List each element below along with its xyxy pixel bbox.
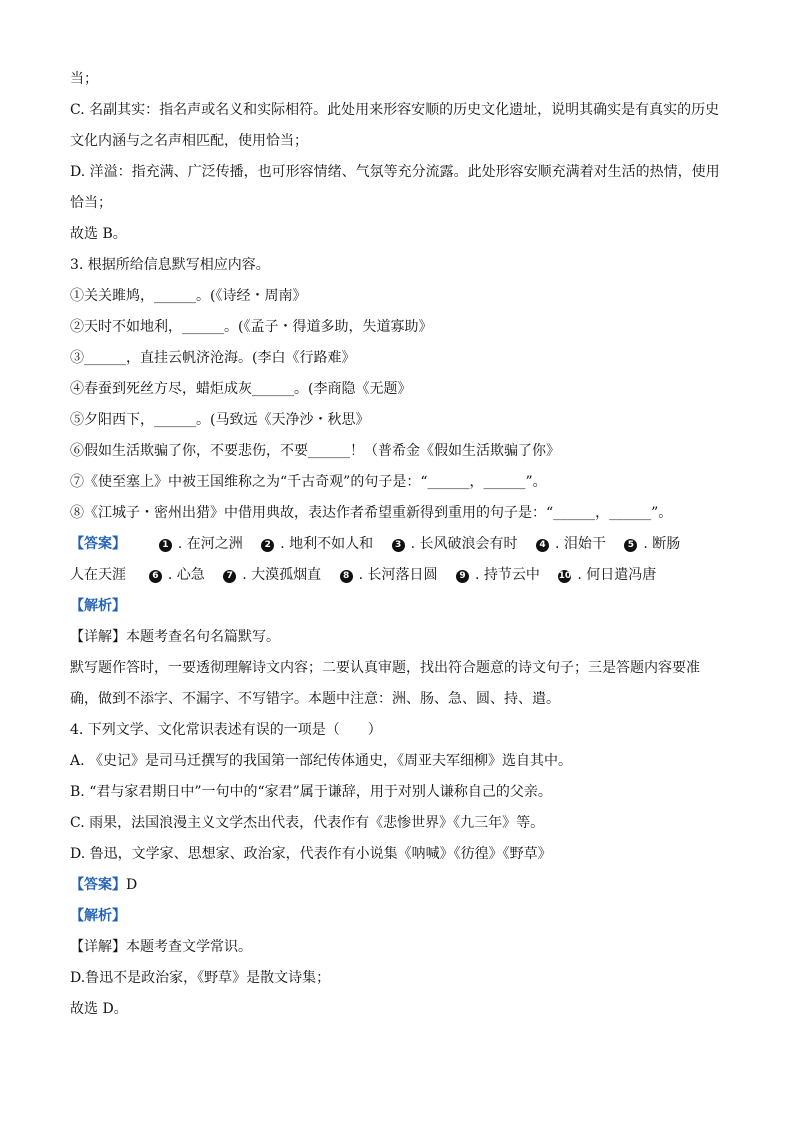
answer-item: 4 . 泪始干 xyxy=(536,536,606,552)
answer-number: 4 xyxy=(536,539,549,552)
analysis-tag: 【解析】 xyxy=(70,598,126,614)
text-line: 恰当； xyxy=(70,195,112,211)
question-3-item: ⑥假如生活欺骗了你，不要悲伤，不要______！（普希金《假如生活欺骗了你》 xyxy=(70,443,560,459)
answer-item: 7 . 大漠孤烟直 xyxy=(223,567,321,583)
answer-number: 2 xyxy=(261,539,274,552)
answer-number: 3 xyxy=(392,539,405,552)
answer-item: 10 . 何日遣冯唐 xyxy=(558,567,657,583)
detail-line: 【详解】本题考查文学常识。 xyxy=(70,939,252,955)
question-4-option: B. “君与家君期日中”一句中的“家君”属于谦辞，用于对别人谦称自己的父亲。 xyxy=(70,784,552,800)
detail-line: 默写题作答时，一要透彻理解诗文内容；二要认真审题，找出符合题意的诗文句子；三是答题内容要准 xyxy=(70,660,700,676)
answer-number: 9 xyxy=(456,570,469,583)
answer-number: 7 xyxy=(223,570,236,583)
answer-number: 10 xyxy=(558,571,572,581)
question-4-title: 4. 下列文学、文化常识表述有误的一项是（ ） xyxy=(70,722,382,738)
q4-answer-row xyxy=(70,870,724,901)
question-4-option: A. 《史记》是司马迁撰写的我国第一部纪传体通史，《周亚夫军细柳》选自其中。 xyxy=(70,753,573,769)
analysis-tag: 【解析】 xyxy=(70,908,126,924)
answer-tag: 【答案】 xyxy=(70,536,126,552)
question-3-item: ③______，直挂云帆济沧海。(李白《行路难》 xyxy=(70,350,356,366)
detail-line: 确，做到不添字、不漏字、不写错字。本题中注意：洲、肠、急、圆、持、遣。 xyxy=(70,691,560,707)
answer-number: 5 xyxy=(624,539,637,552)
detail-line: 【详解】本题考查名句名篇默写。 xyxy=(70,629,280,645)
question-3-item: ④春蚕到死丝方尽，蜡炬成灰______。(李商隐《无题》 xyxy=(70,381,412,397)
text-line: 故选 B。 xyxy=(70,226,127,242)
answer-number: 1 xyxy=(159,539,172,552)
question-3-item: ⑤夕阳西下，______。(马致远《天净沙・秋思》 xyxy=(70,412,370,428)
answer-item: 1 . 在河之洲 xyxy=(159,536,243,552)
question-3-item: ①关关雎鸠，______。(《诗经・周南》 xyxy=(70,288,307,304)
question-3-item: ⑧《江城子・密州出猎》中借用典故，表达作者希望重新得到重用的句子是：“______，______”。 xyxy=(70,505,673,521)
question-3-item: ⑦《使至塞上》中被王国维称之为“千古奇观”的句子是：“______，______”。 xyxy=(70,474,547,490)
answer-row xyxy=(70,529,724,560)
detail-line: 故选 D。 xyxy=(70,1001,128,1017)
answer-item: 6 . 心急 xyxy=(149,567,205,583)
answer-continuation: 人在天涯 xyxy=(70,567,126,583)
question-3-title: 3. 根据所给信息默写相应内容。 xyxy=(70,257,270,273)
answer-item: 2 . 地利不如人和 xyxy=(261,536,373,552)
answer-item: 9 . 持节云中 xyxy=(456,567,540,583)
answer-number: 6 xyxy=(149,570,162,583)
answer-tag: 【答案】 xyxy=(70,877,126,893)
q4-answer-value: D xyxy=(126,877,138,893)
answer-item: 3 . 长风破浪会有时 xyxy=(392,536,518,552)
answer-item: 5 . 断肠 xyxy=(624,536,680,552)
text-line: 文化内涵与之名声相匹配，使用恰当； xyxy=(70,133,308,149)
question-3-item: ②天时不如地利，______。(《孟子・得道多助，失道寡助》 xyxy=(70,319,433,335)
text-line: C. 名副其实：指名声或名义和实际相符。此处用来形容安顺的历史文化遗址，说明其确实是有真实的历史 xyxy=(70,102,720,118)
text-line: 当； xyxy=(70,71,98,87)
answer-item: 8 . 长河落日圆 xyxy=(340,567,438,583)
answer-number: 8 xyxy=(340,570,353,583)
question-4-option: D. 鲁迅，文学家、思想家、政治家，代表作有小说集《呐喊》《彷徨》《野草》 xyxy=(70,846,552,862)
text-line: D. 洋溢：指充满、广泛传播，也可形容情绪、气氛等充分流露。此处形容安顺充满着对生活的热情，使用 xyxy=(70,164,720,180)
detail-line: D.鲁迅不是政治家，《野草》是散文诗集； xyxy=(70,970,331,986)
answer-row xyxy=(70,560,724,591)
question-4-option: C. 雨果，法国浪漫主义文学杰出代表，代表作有《悲惨世界》《九三年》等。 xyxy=(70,815,545,831)
